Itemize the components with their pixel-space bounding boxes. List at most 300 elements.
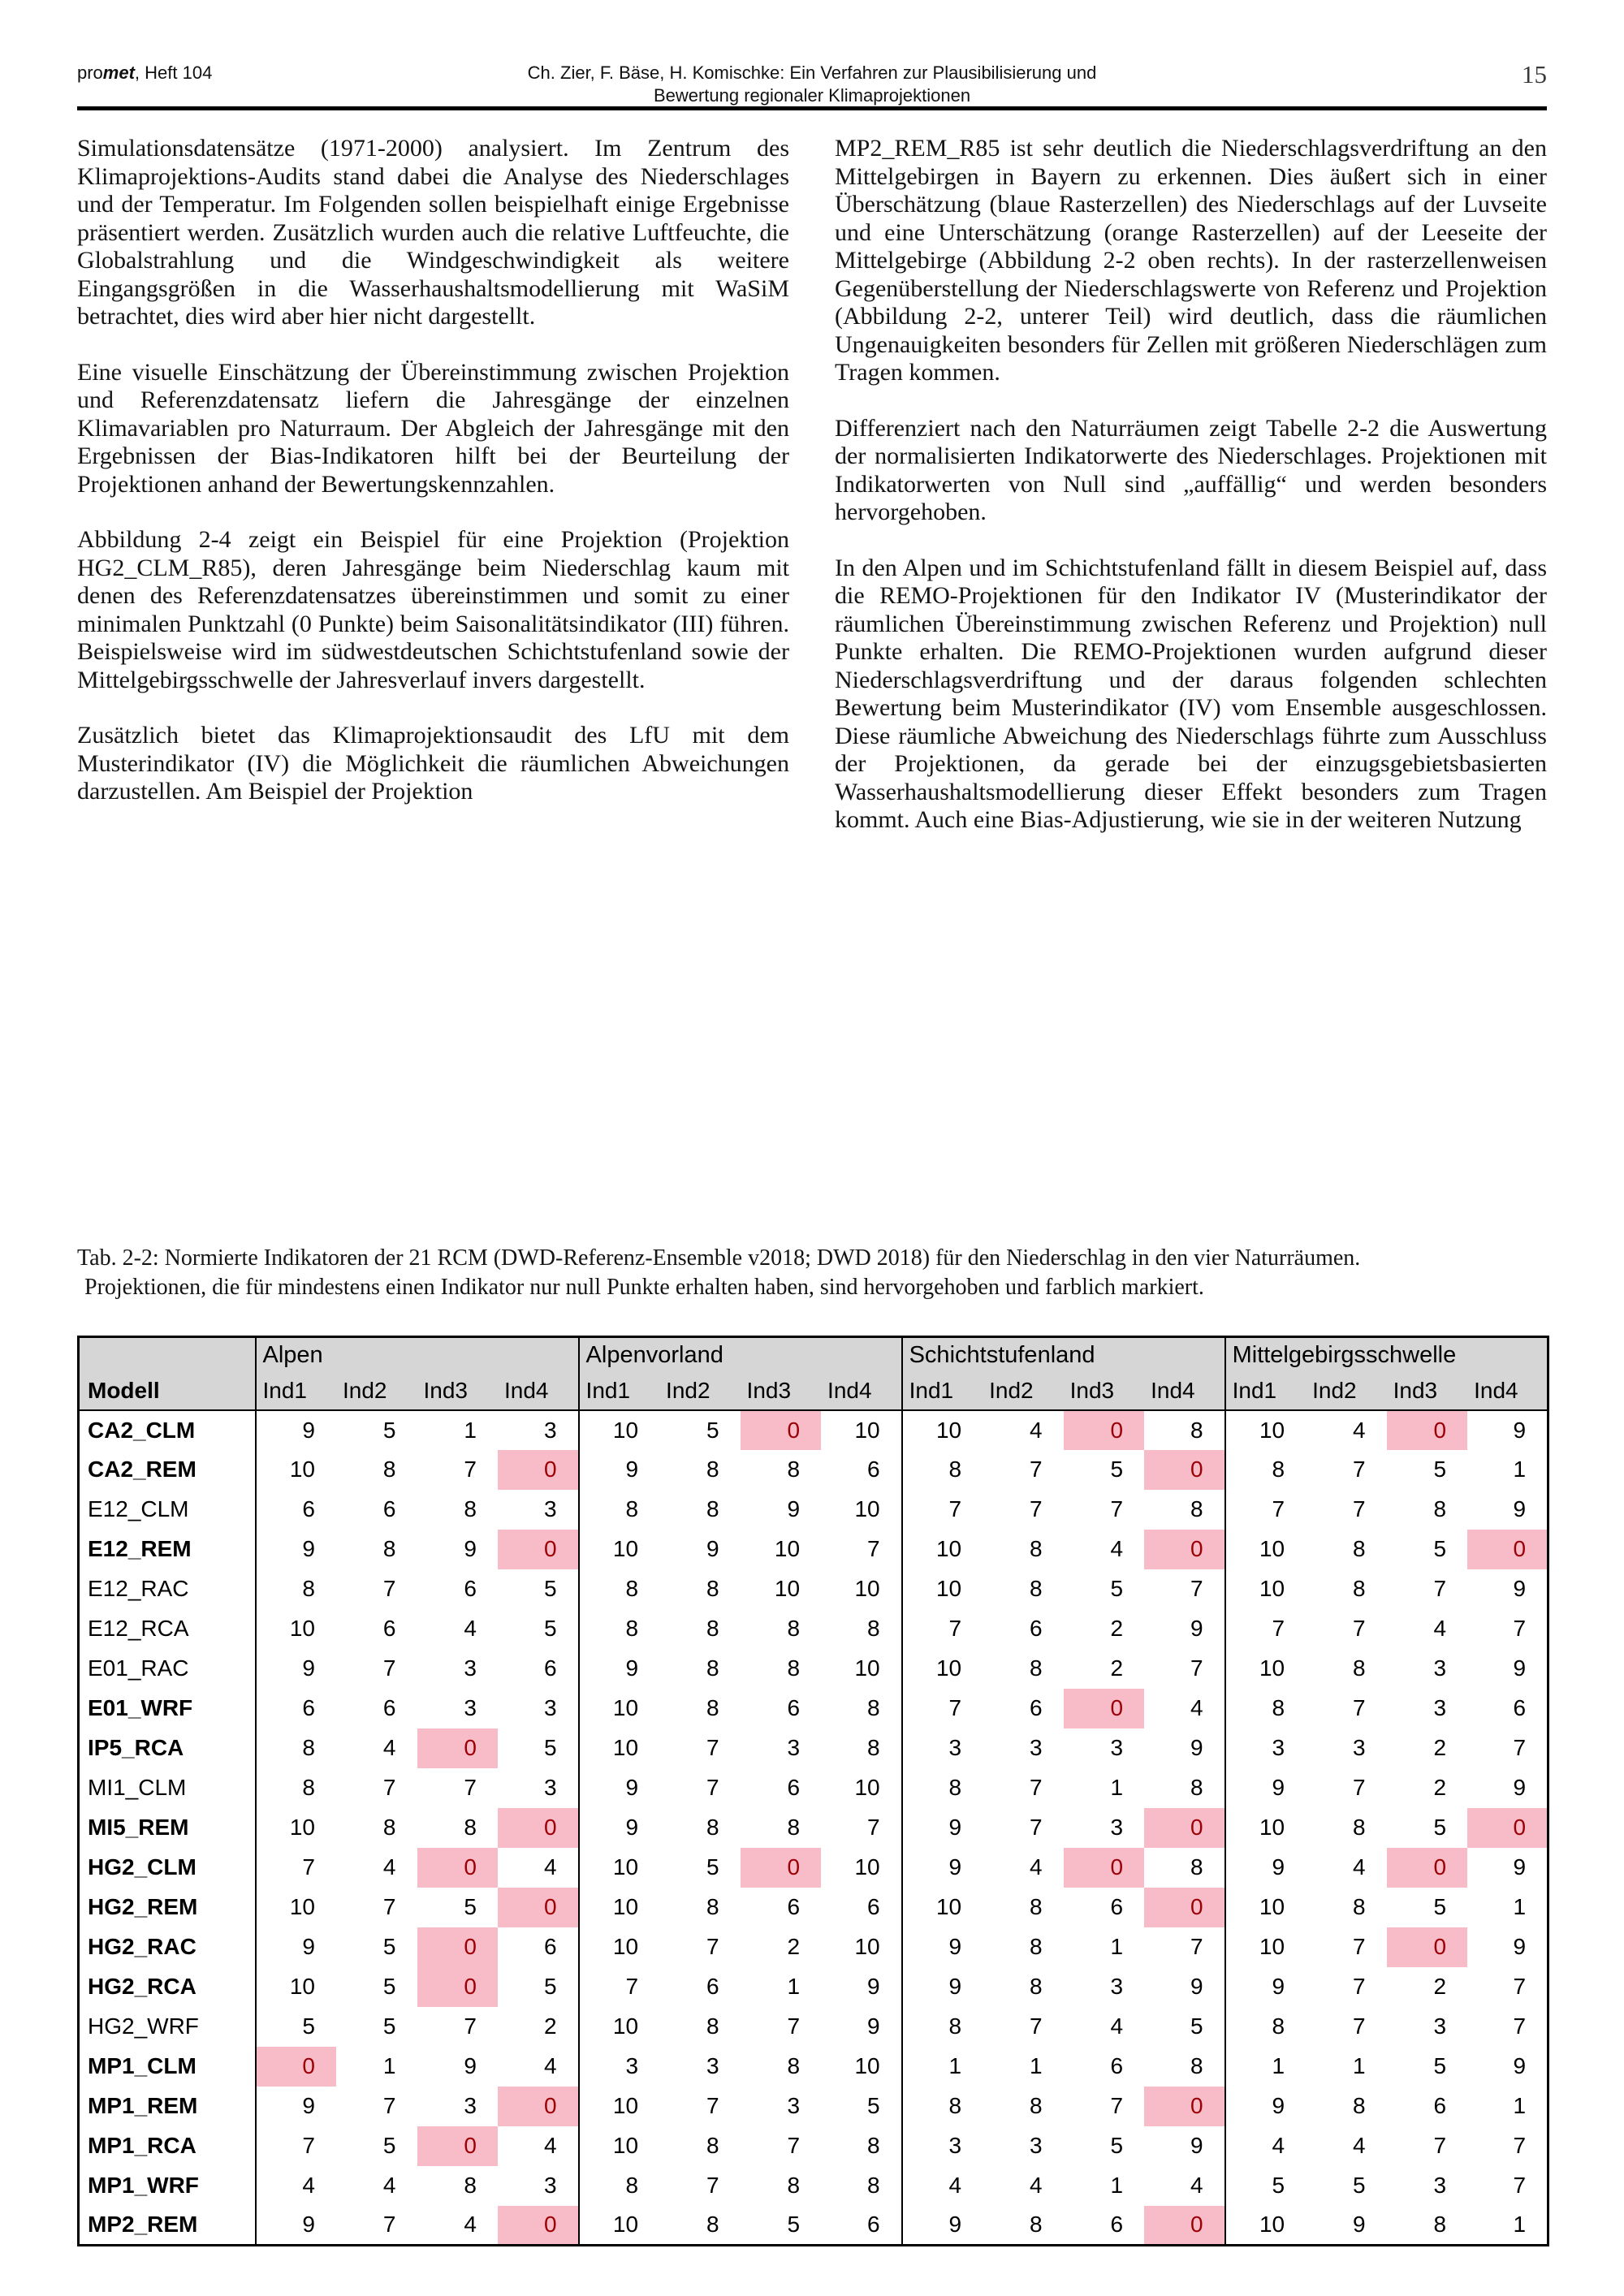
indicator-value: 3 xyxy=(706,2053,719,2078)
model-name: E12_CLM xyxy=(88,1496,189,1521)
model-name: E01_RAC xyxy=(88,1655,189,1681)
indicator-value: 8 xyxy=(579,2166,660,2206)
indicator-value: 3 xyxy=(1030,1735,1043,1760)
indicator-value: 5 xyxy=(706,1854,719,1880)
indicator-value: 9 xyxy=(867,2013,880,2039)
paragraph: Zusätzlich bietet das Klimaprojektionsaudit des LfU mit dem Musterindikator (IV) die Möglichkeit die räumlichen Abweichungen darzustellen. Am Beispiel der Projektion xyxy=(77,722,789,805)
indicator-value-zero: 0 xyxy=(1467,1808,1548,1848)
indicator-value: 9 xyxy=(1225,1967,1307,2007)
indicator-value: 4 xyxy=(1030,1417,1043,1443)
indicator-value-zero: 0 xyxy=(1144,1888,1225,1927)
indicator-value: 7 xyxy=(706,1775,719,1800)
indicator-value: 7 xyxy=(464,1457,477,1482)
region-header-mittelgebirgsschwelle: Mittelgebirgsschwelle xyxy=(1225,1337,1548,1373)
indicator-table-head xyxy=(79,1337,1548,1410)
indicator-value: 10 xyxy=(1225,1888,1307,1927)
indicator-value: 3 xyxy=(1110,1974,1124,1999)
model-name: HG2_WRF xyxy=(88,2013,199,2039)
indicator-value: 8 xyxy=(1353,1655,1366,1681)
indicator-value: 7 xyxy=(1433,1576,1447,1601)
indicator-value: 6 xyxy=(1110,2053,1124,2078)
indicator-value: 7 xyxy=(1433,2133,1447,2158)
indicator-value: 7 xyxy=(1353,1934,1366,1959)
indicator-value: 8 xyxy=(1030,1974,1043,1999)
indicator-value: 8 xyxy=(787,1457,801,1482)
indicator-value: 4 xyxy=(1353,1417,1366,1443)
indicator-value: 7 xyxy=(787,2013,801,2039)
table-row-mp2-rem xyxy=(79,2206,1548,2246)
indicator-value: 8 xyxy=(1190,2053,1203,2078)
indicator-value: 2 xyxy=(787,1934,801,1959)
indicator-value: 9 xyxy=(1190,1735,1203,1760)
indicator-value: 7 xyxy=(1353,2013,1366,2039)
indicator-value: 3 xyxy=(1433,2173,1447,2198)
indicator-value: 3 xyxy=(787,2093,801,2118)
indicator-value: 10 xyxy=(579,1410,660,1450)
indicator-value: 9 xyxy=(579,1450,660,1490)
indicator-value: 7 xyxy=(1353,1457,1366,1482)
indicator-value: 10 xyxy=(579,1927,660,1967)
indicator-value: 9 xyxy=(902,1848,983,1888)
indicator-value: 6 xyxy=(1513,1695,1527,1720)
right-column xyxy=(835,135,1547,862)
indicator-value: 8 xyxy=(867,2173,880,2198)
indicator-value: 10 xyxy=(1225,1569,1307,1609)
indicator-value: 8 xyxy=(1030,1894,1043,1919)
indicator-value: 5 xyxy=(1110,2133,1124,2158)
indicator-table xyxy=(77,1336,1549,2246)
table-region-row xyxy=(79,1337,1548,1373)
table-row-hg2-rca xyxy=(79,1967,1548,2007)
indicator-value: 7 xyxy=(1353,1974,1366,1999)
page-number: 15 xyxy=(1522,60,1547,88)
ind-header-alpen-ind4: Ind4 xyxy=(498,1373,579,1410)
indicator-value: 1 xyxy=(1110,1775,1124,1800)
table-caption-line1: Tab. 2-2: Normierte Indikatoren der 21 RCM (DWD-Referenz-Ensemble v2018; DWD 2018) für den Niederschlag in den vier Naturräumen. xyxy=(77,1245,1361,1271)
indicator-value: 9 xyxy=(902,2206,983,2246)
indicator-value: 5 xyxy=(1110,1457,1124,1482)
model-name: MP1_CLM xyxy=(88,2053,197,2078)
indicator-value: 8 xyxy=(706,2133,719,2158)
indicator-value: 9 xyxy=(256,1410,337,1450)
indicator-value: 3 xyxy=(543,1417,557,1443)
indicator-value: 6 xyxy=(787,1894,801,1919)
indicator-value: 9 xyxy=(902,1967,983,2007)
indicator-value-zero: 0 xyxy=(1064,1848,1145,1888)
indicator-value: 8 xyxy=(787,2173,801,2198)
indicator-value: 10 xyxy=(579,1728,660,1768)
ind-header-schichtstufenland-ind1: Ind1 xyxy=(902,1373,983,1410)
paragraph: Eine visuelle Einschätzung der Übereinstimmung zwischen Projektion und Referenzdatensatz liefern die Jahresgänge der einzelnen Klimavariablen pro Naturraum. Der Abgleich der Jahresgänge mit den Ergebnissen der Bias-Indikatoren hilft bei der Beurteilung der Projektionen anhand der Bewertungskennzahlen. xyxy=(77,358,789,498)
indicator-value: 8 xyxy=(867,1695,880,1720)
model-name: HG2_REM xyxy=(88,1894,198,1919)
indicator-value: 8 xyxy=(1353,1536,1366,1561)
indicator-value: 2 xyxy=(1110,1616,1124,1641)
paragraph: Abbildung 2-4 zeigt ein Beispiel für eine Projektion (Projektion HG2_CLM_R85), deren Jahresgänge beim Niederschlag kaum mit denen des Referenzdatensatzes übereinstimmen und somit zu einer minimalen Punktzahl (0 Punkte) beim Saisonalitätsindikator (III) führen. Beispielsweise wird im südwestdeutschen Schichtstufenland sowie der Mittelgebirgsschwelle der Jahresverlauf invers dargestellt. xyxy=(77,526,789,693)
indicator-value: 2 xyxy=(1110,1655,1124,1681)
indicator-value: 6 xyxy=(867,1457,880,1482)
indicator-value: 9 xyxy=(579,1808,660,1848)
model-name: MP1_REM xyxy=(88,2093,198,2118)
indicator-value: 8 xyxy=(787,1616,801,1641)
indicator-value: 7 xyxy=(1030,1815,1043,1840)
indicator-value: 4 xyxy=(464,2212,477,2238)
header-rule xyxy=(77,106,1547,110)
indicator-value: 9 xyxy=(256,1927,337,1967)
indicator-value: 9 xyxy=(1225,2087,1307,2126)
indicator-value: 10 xyxy=(256,1888,337,1927)
indicator-value: 8 xyxy=(787,2053,801,2078)
indicator-value: 9 xyxy=(1513,2053,1527,2078)
indicator-value: 9 xyxy=(256,2087,337,2126)
ind-header-mittelgebirgsschwelle-ind4: Ind4 xyxy=(1467,1373,1548,1410)
indicator-value: 10 xyxy=(579,2007,660,2047)
indicator-value: 5 xyxy=(867,2093,880,2118)
indicator-value: 8 xyxy=(867,1735,880,1760)
indicator-value: 3 xyxy=(1433,1655,1447,1681)
indicator-value: 4 xyxy=(543,2133,557,2158)
journal-name-pro: pro xyxy=(77,63,103,83)
indicator-value: 8 xyxy=(1353,1576,1366,1601)
indicator-value: 7 xyxy=(464,2013,477,2039)
indicator-value: 9 xyxy=(256,1530,337,1569)
indicator-value: 8 xyxy=(1030,2093,1043,2118)
indicator-value: 5 xyxy=(382,1417,396,1443)
indicator-value: 6 xyxy=(867,1894,880,1919)
indicator-value: 9 xyxy=(1513,1854,1527,1880)
indicator-value: 1 xyxy=(1110,2173,1124,2198)
indicator-value: 5 xyxy=(1433,1536,1447,1561)
indicator-value: 5 xyxy=(382,1974,396,1999)
indicator-value: 6 xyxy=(256,1490,337,1530)
indicator-value: 7 xyxy=(1190,1934,1203,1959)
indicator-value: 6 xyxy=(787,1775,801,1800)
indicator-value: 8 xyxy=(706,1695,719,1720)
indicator-value: 4 xyxy=(543,1854,557,1880)
indicator-value: 8 xyxy=(464,1815,477,1840)
ind-header-alpen-ind1: Ind1 xyxy=(256,1373,337,1410)
indicator-value: 7 xyxy=(382,2093,396,2118)
indicator-value: 5 xyxy=(706,1417,719,1443)
table-row-mi1-clm xyxy=(79,1768,1548,1808)
indicator-value: 8 xyxy=(706,1616,719,1641)
indicator-value: 8 xyxy=(787,1655,801,1681)
indicator-value: 9 xyxy=(579,1768,660,1808)
indicator-value-zero: 0 xyxy=(498,1530,579,1569)
indicator-value: 1 xyxy=(1353,2053,1366,2078)
indicator-value-zero: 0 xyxy=(1144,1530,1225,1569)
model-name: E12_REM xyxy=(88,1536,192,1561)
model-column-header: Modell xyxy=(79,1373,256,1410)
indicator-value-zero: 0 xyxy=(498,2087,579,2126)
indicator-table-body xyxy=(79,1410,1548,2246)
indicator-value: 8 xyxy=(902,1450,983,1490)
indicator-value: 4 xyxy=(382,1854,396,1880)
indicator-value: 10 xyxy=(1225,1649,1307,1689)
indicator-value: 6 xyxy=(1433,2093,1447,2118)
indicator-value: 8 xyxy=(1433,1496,1447,1521)
indicator-value: 9 xyxy=(1513,1775,1527,1800)
indicator-value: 8 xyxy=(706,1655,719,1681)
indicator-value-zero: 0 xyxy=(1144,1808,1225,1848)
journal-name-met: met xyxy=(102,63,135,83)
indicator-value: 6 xyxy=(1030,1695,1043,1720)
indicator-value: 3 xyxy=(1110,1735,1124,1760)
indicator-value: 8 xyxy=(579,1609,660,1649)
indicator-value: 5 xyxy=(1110,1576,1124,1601)
indicator-value: 8 xyxy=(256,1569,337,1609)
indicator-value: 10 xyxy=(902,1649,983,1689)
indicator-value: 4 xyxy=(464,1616,477,1641)
indicator-value: 6 xyxy=(464,1576,477,1601)
indicator-value: 10 xyxy=(854,1934,880,1959)
indicator-value: 9 xyxy=(1513,1576,1527,1601)
indicator-value-zero: 0 xyxy=(1387,1410,1468,1450)
indicator-value: 9 xyxy=(1225,1848,1307,1888)
indicator-value: 4 xyxy=(1030,1854,1043,1880)
table-row-e12-rem xyxy=(79,1530,1548,1569)
indicator-value: 7 xyxy=(1513,2173,1527,2198)
table-ind-row xyxy=(79,1373,1548,1410)
indicator-value: 10 xyxy=(854,1655,880,1681)
table-caption xyxy=(77,1244,1547,1302)
model-name: IP5_RCA xyxy=(88,1735,184,1760)
table-row-mp1-rca xyxy=(79,2126,1548,2166)
indicator-value: 10 xyxy=(256,1609,337,1649)
indicator-value: 8 xyxy=(706,1815,719,1840)
indicator-value-zero: 0 xyxy=(1144,2206,1225,2246)
ind-header-schichtstufenland-ind4: Ind4 xyxy=(1144,1373,1225,1410)
indicator-value: 8 xyxy=(1353,2093,1366,2118)
indicator-value: 7 xyxy=(706,1934,719,1959)
indicator-value: 1 xyxy=(382,2053,396,2078)
indicator-value: 3 xyxy=(543,1496,557,1521)
indicator-value: 10 xyxy=(902,1569,983,1609)
indicator-value: 8 xyxy=(1190,1496,1203,1521)
ind-header-alpenvorland-ind2: Ind2 xyxy=(659,1373,741,1410)
indicator-value: 8 xyxy=(382,1536,396,1561)
indicator-value: 8 xyxy=(1030,1655,1043,1681)
indicator-value: 1 xyxy=(464,1417,477,1443)
table-row-hg2-rem xyxy=(79,1888,1548,1927)
indicator-value: 5 xyxy=(256,2007,337,2047)
indicator-value: 7 xyxy=(1225,1609,1307,1649)
indicator-value: 8 xyxy=(382,1815,396,1840)
indicator-value-zero: 0 xyxy=(741,1848,822,1888)
region-header-schichtstufenland: Schichtstufenland xyxy=(902,1337,1225,1373)
indicator-value: 2 xyxy=(1433,1775,1447,1800)
region-header-alpenvorland: Alpenvorland xyxy=(579,1337,902,1373)
indicator-value: 8 xyxy=(1353,1815,1366,1840)
indicator-value: 7 xyxy=(1513,1616,1527,1641)
indicator-value: 9 xyxy=(256,1649,337,1689)
indicator-value-zero: 0 xyxy=(1144,2087,1225,2126)
indicator-value: 9 xyxy=(256,2206,337,2246)
paragraph: Simulationsdatensätze (1971-2000) analysiert. Im Zentrum des Klimaprojektions-Audits stand dabei die Analyse des Niederschlages und der Temperatur. Im Folgenden sollen beispielhaft einige Ergebnisse präsentiert werden. Zusätzlich wurden auch die relative Luftfeuchte, die Globalstrahlung und die Windgeschwindigkeit als weitere Eingangsgrößen in die Wasserhaushaltsmodellierung mit WaSiM betrachtet, dies wird aber hier nicht dargestellt. xyxy=(77,135,789,330)
indicator-value: 3 xyxy=(464,2093,477,2118)
model-name: E01_WRF xyxy=(88,1695,193,1720)
indicator-value: 7 xyxy=(1030,1496,1043,1521)
indicator-value: 5 xyxy=(543,1616,557,1641)
indicator-value: 7 xyxy=(256,2126,337,2166)
indicator-value: 4 xyxy=(1190,2173,1203,2198)
indicator-value: 6 xyxy=(867,2212,880,2238)
indicator-value: 8 xyxy=(902,1768,983,1808)
indicator-value: 9 xyxy=(464,2053,477,2078)
indicator-value: 6 xyxy=(1030,1616,1043,1641)
indicator-value: 4 xyxy=(382,2173,396,2198)
indicator-value: 10 xyxy=(854,1854,880,1880)
journal-issue: , Heft 104 xyxy=(134,63,213,83)
indicator-value: 7 xyxy=(1225,1490,1307,1530)
indicator-value: 5 xyxy=(1225,2166,1307,2206)
indicator-value: 10 xyxy=(774,1536,801,1561)
indicator-value: 10 xyxy=(579,2126,660,2166)
table-corner-cell xyxy=(79,1337,256,1373)
indicator-value: 7 xyxy=(1353,1695,1366,1720)
indicator-value: 8 xyxy=(256,1728,337,1768)
indicator-value: 10 xyxy=(854,1775,880,1800)
indicator-value: 3 xyxy=(579,2047,660,2087)
indicator-value-zero: 0 xyxy=(1064,1410,1145,1450)
indicator-value: 6 xyxy=(706,1974,719,1999)
indicator-value: 10 xyxy=(854,1576,880,1601)
indicator-value: 5 xyxy=(1433,2053,1447,2078)
table-row-mp1-rem xyxy=(79,2087,1548,2126)
ind-header-schichtstufenland-ind2: Ind2 xyxy=(983,1373,1064,1410)
indicator-value: 7 xyxy=(1353,1775,1366,1800)
table-row-ca2-rem xyxy=(79,1450,1548,1490)
indicator-value: 1 xyxy=(1225,2047,1307,2087)
indicator-value: 10 xyxy=(256,1808,337,1848)
indicator-value: 4 xyxy=(1030,2173,1043,2198)
indicator-value: 8 xyxy=(706,2013,719,2039)
indicator-value: 7 xyxy=(1513,2133,1527,2158)
indicator-value: 8 xyxy=(579,1490,660,1530)
indicator-value: 8 xyxy=(706,2212,719,2238)
ind-header-alpen-ind3: Ind3 xyxy=(417,1373,499,1410)
indicator-value: 10 xyxy=(854,2053,880,2078)
indicator-value: 9 xyxy=(1513,1417,1527,1443)
indicator-value: 9 xyxy=(1513,1496,1527,1521)
indicator-value: 7 xyxy=(1030,2013,1043,2039)
indicator-value: 1 xyxy=(1030,2053,1043,2078)
indicator-value: 10 xyxy=(902,1530,983,1569)
indicator-value: 10 xyxy=(1225,2206,1307,2246)
indicator-value: 7 xyxy=(382,1894,396,1919)
table-row-e12-rca xyxy=(79,1609,1548,1649)
indicator-value: 4 xyxy=(902,2166,983,2206)
indicator-value-zero: 0 xyxy=(417,1927,499,1967)
indicator-value: 10 xyxy=(579,1689,660,1728)
indicator-value: 10 xyxy=(256,1967,337,2007)
indicator-value: 3 xyxy=(1225,1728,1307,1768)
indicator-value: 6 xyxy=(382,1695,396,1720)
indicator-value: 9 xyxy=(787,1496,801,1521)
table-row-ca2-clm xyxy=(79,1410,1548,1450)
indicator-value: 10 xyxy=(854,1496,880,1521)
indicator-value: 4 xyxy=(1110,2013,1124,2039)
indicator-value-zero: 0 xyxy=(1144,1450,1225,1490)
indicator-value: 4 xyxy=(1353,2133,1366,2158)
indicator-value: 7 xyxy=(867,1536,880,1561)
model-name: CA2_REM xyxy=(88,1457,197,1482)
indicator-value: 8 xyxy=(902,2007,983,2047)
indicator-value: 9 xyxy=(1225,1768,1307,1808)
indicator-value: 10 xyxy=(256,1450,337,1490)
indicator-value: 5 xyxy=(1433,1457,1447,1482)
indicator-value: 10 xyxy=(774,1576,801,1601)
indicator-value: 8 xyxy=(382,1457,396,1482)
indicator-value: 6 xyxy=(543,1655,557,1681)
model-name: HG2_RCA xyxy=(88,1974,197,1999)
indicator-value: 7 xyxy=(902,1490,983,1530)
indicator-value: 7 xyxy=(1190,1655,1203,1681)
indicator-value: 9 xyxy=(1353,2212,1366,2238)
indicator-value: 3 xyxy=(464,1655,477,1681)
table-row-mp1-wrf xyxy=(79,2166,1548,2206)
page-header xyxy=(77,62,1547,107)
indicator-value: 9 xyxy=(464,1536,477,1561)
indicator-value: 10 xyxy=(854,1417,880,1443)
indicator-value-zero: 0 xyxy=(498,1888,579,1927)
indicator-value: 7 xyxy=(706,2093,719,2118)
indicator-value-zero: 0 xyxy=(1064,1689,1145,1728)
indicator-value: 8 xyxy=(256,1768,337,1808)
model-name: MP1_RCA xyxy=(88,2133,197,2158)
indicator-value: 5 xyxy=(1433,1894,1447,1919)
indicator-value: 4 xyxy=(543,2053,557,2078)
ind-header-mittelgebirgsschwelle-ind1: Ind1 xyxy=(1225,1373,1307,1410)
indicator-value: 5 xyxy=(543,1735,557,1760)
indicator-value: 7 xyxy=(579,1967,660,2007)
indicator-value: 3 xyxy=(1433,1695,1447,1720)
indicator-value: 10 xyxy=(579,1848,660,1888)
indicator-value: 7 xyxy=(256,1848,337,1888)
indicator-value: 4 xyxy=(1433,1616,1447,1641)
indicator-value: 8 xyxy=(706,1496,719,1521)
indicator-value: 8 xyxy=(464,2173,477,2198)
indicator-value: 1 xyxy=(1110,1934,1124,1959)
indicator-value: 4 xyxy=(1353,1854,1366,1880)
paragraph: Differenziert nach den Naturräumen zeigt Tabelle 2-2 die Auswertung der normalisierten Indikatorwerte des Niederschlages. Projektionen mit Indikatorwerten von Null sind „auffällig“ und werden besonders hervorgehoben. xyxy=(835,414,1547,525)
model-name: MI1_CLM xyxy=(88,1775,187,1800)
indicator-value: 8 xyxy=(1225,1450,1307,1490)
indicator-value: 5 xyxy=(464,1894,477,1919)
indicator-value: 1 xyxy=(902,2047,983,2087)
left-column xyxy=(77,135,789,862)
indicator-value: 10 xyxy=(1225,1927,1307,1967)
indicator-value: 3 xyxy=(543,2173,557,2198)
model-name: MI5_REM xyxy=(88,1815,189,1840)
table-row-e01-wrf xyxy=(79,1689,1548,1728)
indicator-value: 8 xyxy=(706,1457,719,1482)
indicator-value: 3 xyxy=(464,1695,477,1720)
indicator-value: 5 xyxy=(382,1934,396,1959)
paragraph: MP2_REM_R85 ist sehr deutlich die Niederschlagsverdriftung an den Mittelgebirgen in Bayern zu erkennen. Dies äußert sich in einer Überschätzung (blaue Rasterzellen) des Niederschlags auf der Luvseite und eine Unterschätzung (orange Rasterzellen) auf der Leeseite der Mittelgebirge (Abbildung 2-2 oben rechts). In der rasterzellenweisen Gegenüberstellung der Niederschlagswerte von Referenz und Projektion (Abbildung 2-2, unterer Teil) wird deutlich, dass die räumlichen Ungenauigkeiten besonders für Zellen mit größeren Niederschlägen zum Tragen kommen. xyxy=(835,135,1547,386)
indicator-value: 8 xyxy=(1190,1417,1203,1443)
indicator-value: 7 xyxy=(1030,1457,1043,1482)
indicator-value: 9 xyxy=(902,1808,983,1848)
indicator-value: 9 xyxy=(1513,1934,1527,1959)
indicator-value: 8 xyxy=(787,1815,801,1840)
indicator-value: 8 xyxy=(1030,1576,1043,1601)
indicator-value: 7 xyxy=(1190,1576,1203,1601)
indicator-value: 10 xyxy=(579,1888,660,1927)
indicator-value: 7 xyxy=(867,1815,880,1840)
indicator-value: 3 xyxy=(1353,1735,1366,1760)
indicator-value: 9 xyxy=(579,1649,660,1689)
